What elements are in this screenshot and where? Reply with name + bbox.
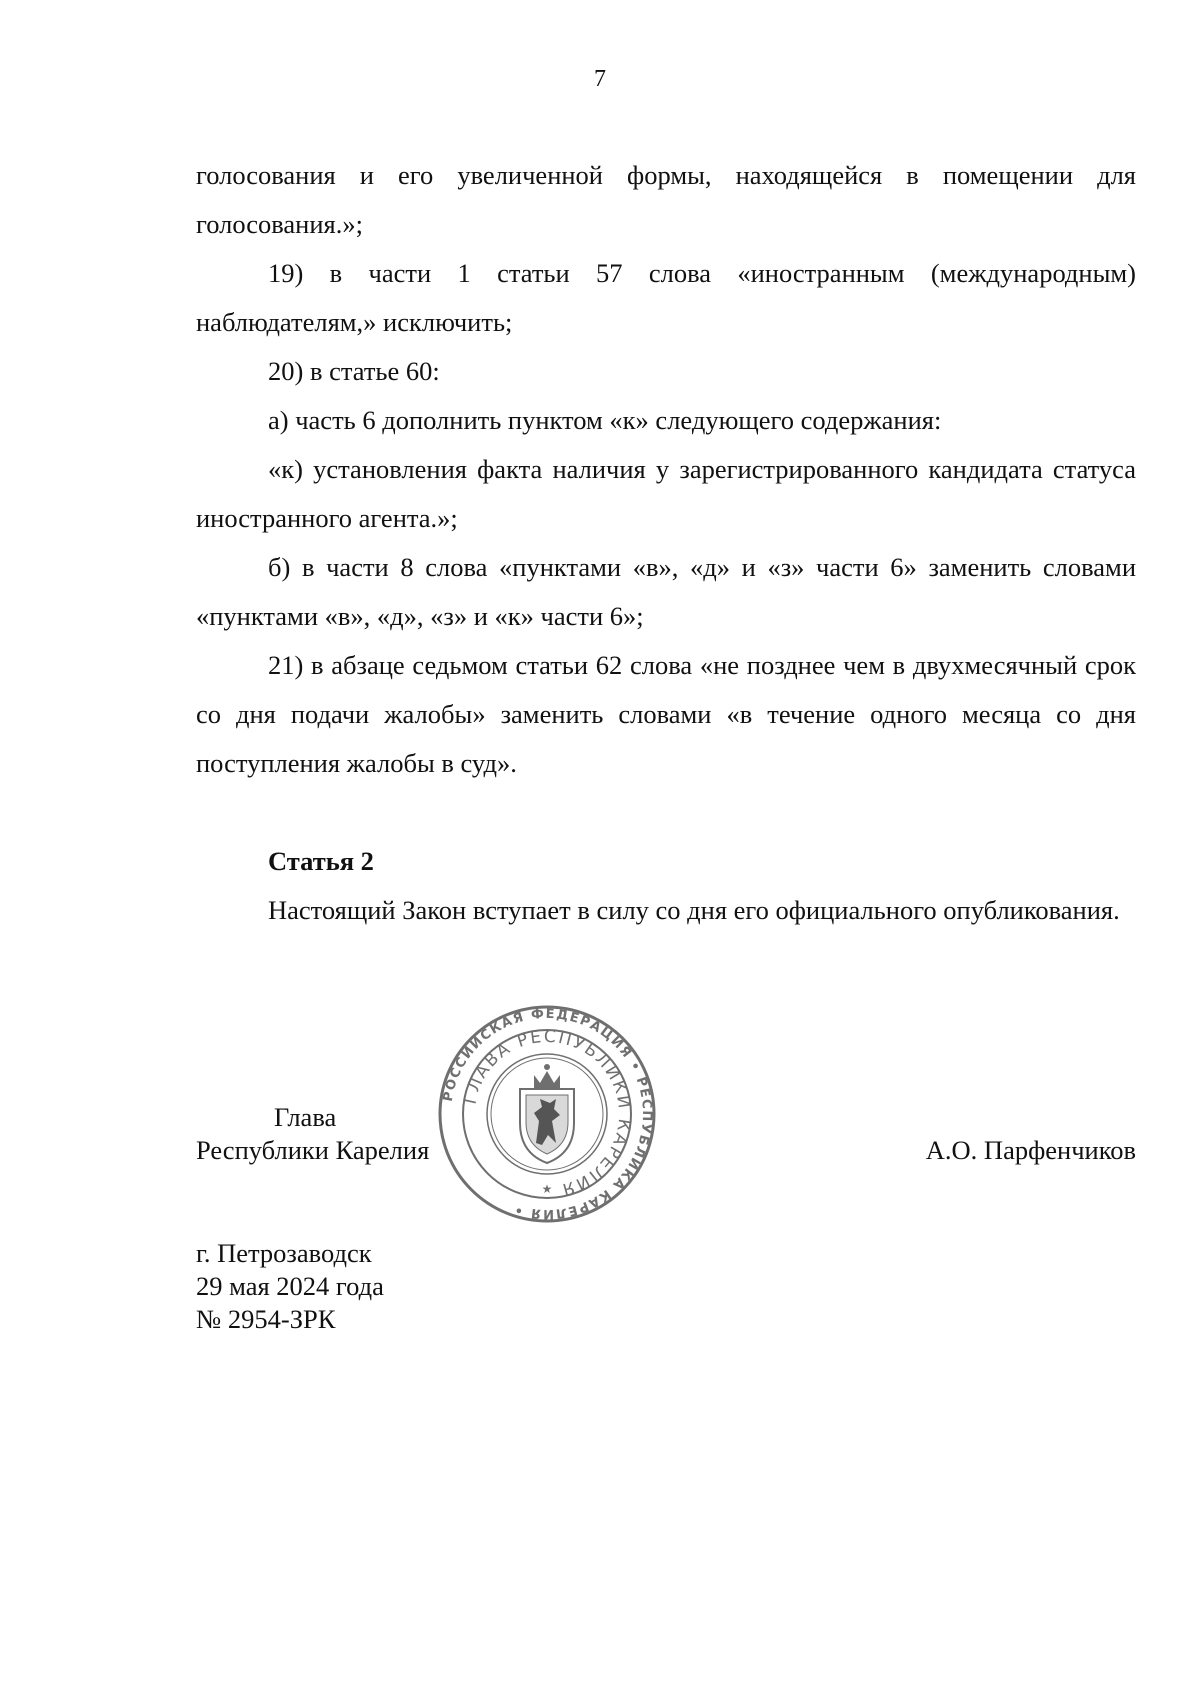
signatory-title-line2: Республики Карелия <box>196 1135 430 1165</box>
paragraph-item-19: 19) в части 1 статьи 57 слова «иностранным (международным) наблюдателям,» исключить; <box>196 258 1136 337</box>
seal-inner-text: ГЛАВА РЕСПУБЛИКИ КАРЕЛИЯ <box>460 1026 635 1200</box>
issue-city: г. Петрозаводск <box>196 1238 372 1268</box>
coat-of-arms-icon <box>520 1064 574 1163</box>
paragraph-continuation: голосования и его увеличенной формы, находящейся в помещении для голосования.»; <box>196 160 1136 239</box>
document-body <box>196 151 1136 935</box>
paragraph-subitem-k: «к) установления факта наличия у зарегистрированного кандидата статуса иностранного агента.»; <box>196 454 1136 533</box>
seal-outer-text: РОССИЙСКАЯ ФЕДЕРАЦИЯ • РЕСПУБЛИКА КАРЕЛИЯ • <box>440 1006 655 1222</box>
issue-details <box>196 1237 384 1336</box>
paragraph-item-21: 21) в абзаце седьмом статьи 62 слова «не позднее чем в двухмесячный срок со дня подачи жалобы» заменить словами «в течение одного месяца со дня поступления жалобы в суд». <box>196 650 1136 778</box>
seal-star-icon: ★ <box>541 1182 553 1196</box>
issue-date: 29 мая 2024 года <box>196 1271 384 1301</box>
article-heading: Статья 2 <box>268 846 374 876</box>
seal-graphic <box>436 1003 658 1225</box>
page-number: 7 <box>594 66 606 92</box>
article-text: Настоящий Закон вступает в силу со дня его официального опубликования. <box>268 895 1120 925</box>
issue-number: № 2954-ЗРК <box>196 1304 336 1334</box>
paragraph-item-20: 20) в статье 60: <box>268 356 440 386</box>
paragraph-subitem-a: а) часть 6 дополнить пунктом «к» следующего содержания: <box>268 405 942 435</box>
signatory-name: А.О. Парфенчиков <box>925 1135 1136 1165</box>
official-seal <box>436 1003 658 1225</box>
paragraph-subitem-b: б) в части 8 слова «пунктами «в», «д» и «з» части 6» заменить словами «пунктами «в», «д», «з» и «к» части 6»; <box>196 552 1136 631</box>
signatory-title-line1: Глава <box>274 1102 337 1132</box>
